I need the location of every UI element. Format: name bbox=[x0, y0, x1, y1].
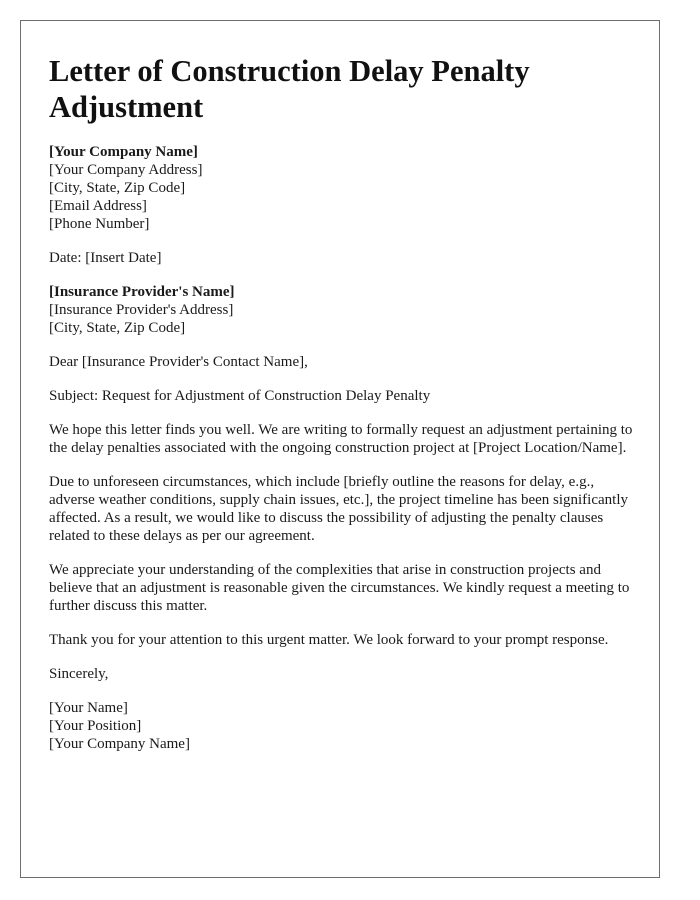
letter-title: Letter of Construction Delay Penalty Adjustment bbox=[49, 54, 530, 124]
sender-email: [Email Address] bbox=[49, 198, 147, 214]
sender-city-state-zip: [City, State, Zip Code] bbox=[49, 180, 186, 196]
recipient-block bbox=[49, 283, 641, 337]
sender-address: [Your Company Address] bbox=[49, 162, 203, 178]
signature-block bbox=[49, 699, 641, 753]
sender-block bbox=[49, 143, 641, 233]
letter-frame bbox=[20, 20, 660, 878]
body-paragraph: Due to unforeseen circumstances, which include [briefly outline the reasons for delay, e.g., adverse weather conditions, supply chain issues, etc.], the project timeline has been significantly affected. As a result, we would like to discuss the possibility of adjusting the penalty clauses related to these delays as per our agreement. bbox=[49, 474, 628, 544]
letter-body bbox=[49, 53, 641, 753]
sender-company-name: [Your Company Name] bbox=[49, 144, 198, 160]
body-paragraph: We hope this letter finds you well. We are writing to formally request an adjustment pertaining to the delay penalties associated with the ongoing construction project at [Project Location/Name]. bbox=[49, 422, 633, 456]
signature-company: [Your Company Name] bbox=[49, 736, 190, 752]
closing: Sincerely, bbox=[49, 666, 109, 682]
signature-name: [Your Name] bbox=[49, 700, 128, 716]
body-paragraph: We appreciate your understanding of the complexities that arise in construction projects and believe that an adjustment is reasonable given the circumstances. We kindly request a meeting to further discuss this matter. bbox=[49, 562, 630, 614]
sender-phone: [Phone Number] bbox=[49, 216, 150, 232]
recipient-address: [Insurance Provider's Address] bbox=[49, 302, 234, 318]
recipient-city-state-zip: [City, State, Zip Code] bbox=[49, 320, 186, 336]
salutation: Dear [Insurance Provider's Contact Name], bbox=[49, 354, 308, 370]
date-line: Date: [Insert Date] bbox=[49, 250, 162, 266]
subject-line: Subject: Request for Adjustment of Construction Delay Penalty bbox=[49, 388, 431, 404]
body-paragraph: Thank you for your attention to this urgent matter. We look forward to your prompt response. bbox=[49, 632, 609, 648]
recipient-name: [Insurance Provider's Name] bbox=[49, 284, 235, 300]
signature-position: [Your Position] bbox=[49, 718, 142, 734]
